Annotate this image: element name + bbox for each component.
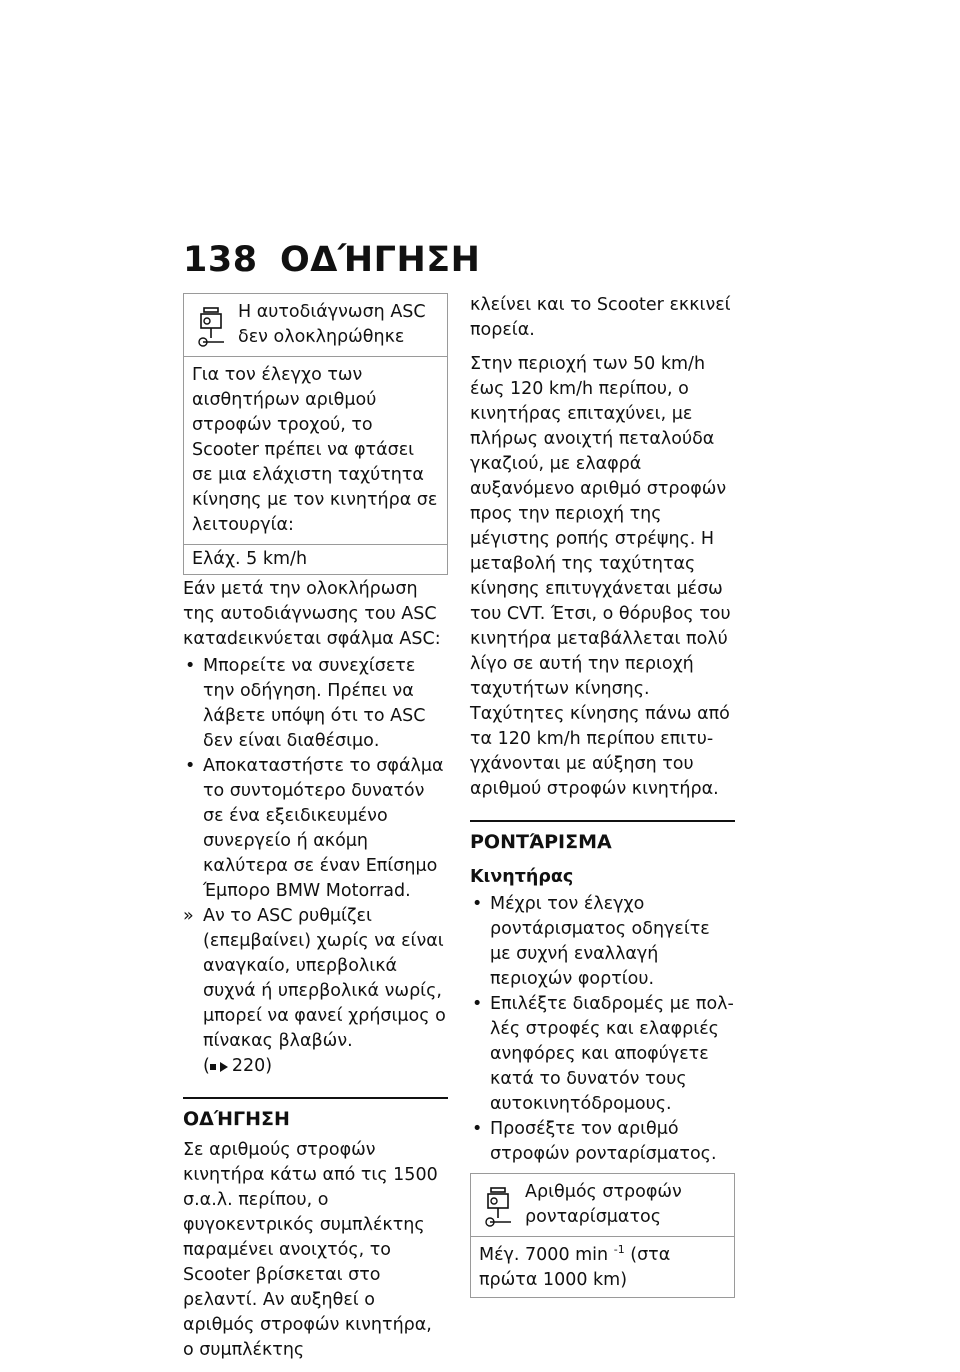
list-item-result xyxy=(183,904,448,1079)
page-number: 138 xyxy=(183,240,258,280)
page-header xyxy=(183,240,480,280)
value-rest: (στα πρώτα 1000 km) xyxy=(479,1245,671,1290)
running-in-box-value xyxy=(471,1237,734,1297)
page-reference-arrow-icon xyxy=(220,1062,228,1072)
page-title: ΟΔΉΓΗΣΗ xyxy=(280,240,481,280)
asc-box-heading-row xyxy=(184,294,447,357)
section-heading-riding: ΟΔΉΓΗΣΗ xyxy=(183,1097,448,1132)
running-in-box-heading: Αριθμός στροφών ρονταρίσματος xyxy=(525,1182,682,1227)
left-column xyxy=(183,293,448,1372)
list-item: • Μέχρι τον έλεγχο ροντάρισματος οδηγείτε με συχνή εναλλαγή περιοχών φορτίου. xyxy=(470,892,735,992)
reference-bar xyxy=(210,1064,216,1070)
list-item: • Αποκαταστήστε το σφάλμα το συντομότερο δυνατόν σε ένα εξειδικευμένο συνεργείο ή ακόμη καλύτερα σε έναν Επίσημο Έμπορο BMW Motorrad. xyxy=(183,754,448,904)
running-in-list xyxy=(470,892,735,1167)
list-item: • Μπορείτε να συνεχίσετε την οδήγηση. Πρέπει να λάβετε υπόψη ότι το ASC δεν είναι διαθέσιμο. xyxy=(183,654,448,754)
reference-page-number: 220 xyxy=(231,1056,266,1076)
riding-text-continued: κλείνει και το Scooter εκκινεί πορεία. xyxy=(470,295,731,340)
page-reference[interactable]: ( 220 ) xyxy=(203,1054,272,1079)
engine-gauge-icon xyxy=(483,1186,513,1230)
subheading-engine: Κινητήρας xyxy=(470,867,574,887)
riding-text: Σε αριθμούς στροφών κινητήρα κάτω από τις 1500 σ.α.λ. περίπου, ο φυγοκεντρικός συμπλέκτης παραμένει ανοιχτός, το Scooter βρίσκεται στο ρελαντί. Αν αυξηθεί ο αριθμός στροφών κινητήρα, ο συμπλέκτης xyxy=(183,1140,438,1360)
list-item: • Προσέξτε τον αριθμό στροφών ρονταρίσματος. xyxy=(470,1117,735,1167)
running-in-box-heading-row xyxy=(471,1174,734,1237)
asc-box-value: Ελάχ. 5 km/h xyxy=(192,549,308,569)
arrow-item-text: Αν το ASC ρυθμίζει (επεμβαίνει) χωρίς να είναι αναγκαίο, υπερβολικά συχνά ή υπερβολικά νωρίς, μπορεί να φανεί χρήσιμος ο πίνακας βλαβών. xyxy=(203,906,446,1051)
acceleration-text: Στην περιοχή των 50 km/h έως 120 km/h περίπου, ο κινητήρας επιταχύνει, με πλήρως ανοιχτή πεταλούδα γκαζιού, με ελαφρά αυξανόμενο αριθμό στροφών προς την περιοχή της μέγιστης ροπής στρέψης. Η μεταβολή της ταχύτητας κίνησης επιτυγχάνεται μέσω του CVT. Έτσι, ο θόρυβος του κινητήρα μεταβάλλεται πολύ λίγο σε αυτή την περιοχή ταχυτήτων κίνησης. xyxy=(470,354,731,699)
value-main: Μέγ. 7000 min xyxy=(479,1245,609,1265)
asc-fault-intro: Εάν μετά την ολοκλήρωση της αυτοδιάγνωσης του ASC καταdεικνύεται σφάλμα ASC: xyxy=(183,579,441,649)
running-in-speed-box xyxy=(470,1173,735,1298)
asc-info-box xyxy=(183,293,448,575)
asc-box-body: Για τον έλεγχο των αισθητήρων αριθμού στροφών τροχού, το Scooter πρέπει να φτάσει σε μια ελάχιστη ταχύτητα κίνησης με τον κινητήρα σε λειτουργία: xyxy=(184,357,447,545)
asc-fault-list xyxy=(183,654,448,1079)
high-speed-text: Ταχύτητες κίνησης πάνω από τα 120 km/h περίπου επιτυγχάνονται με αύξηση του αριθμού στροφών κινητήρα. xyxy=(470,704,730,799)
engine-gauge-icon xyxy=(196,306,226,350)
asc-box-heading: Η αυτοδιάγνωση ASC δεν ολοκληρώθηκε xyxy=(238,302,426,347)
right-column xyxy=(470,293,735,1300)
section-heading-running-in: ΡΟΝΤΆΡΙΣΜΑ xyxy=(470,820,735,855)
value-exponent: -1 xyxy=(613,1243,625,1257)
list-item: • Επιλέξτε διαδρομές με πολλές στροφές και ελαφριές ανηφόρες και αποφύγετε κατά το δυνατόν τους αυτοκινητόδρομους. xyxy=(470,992,735,1117)
